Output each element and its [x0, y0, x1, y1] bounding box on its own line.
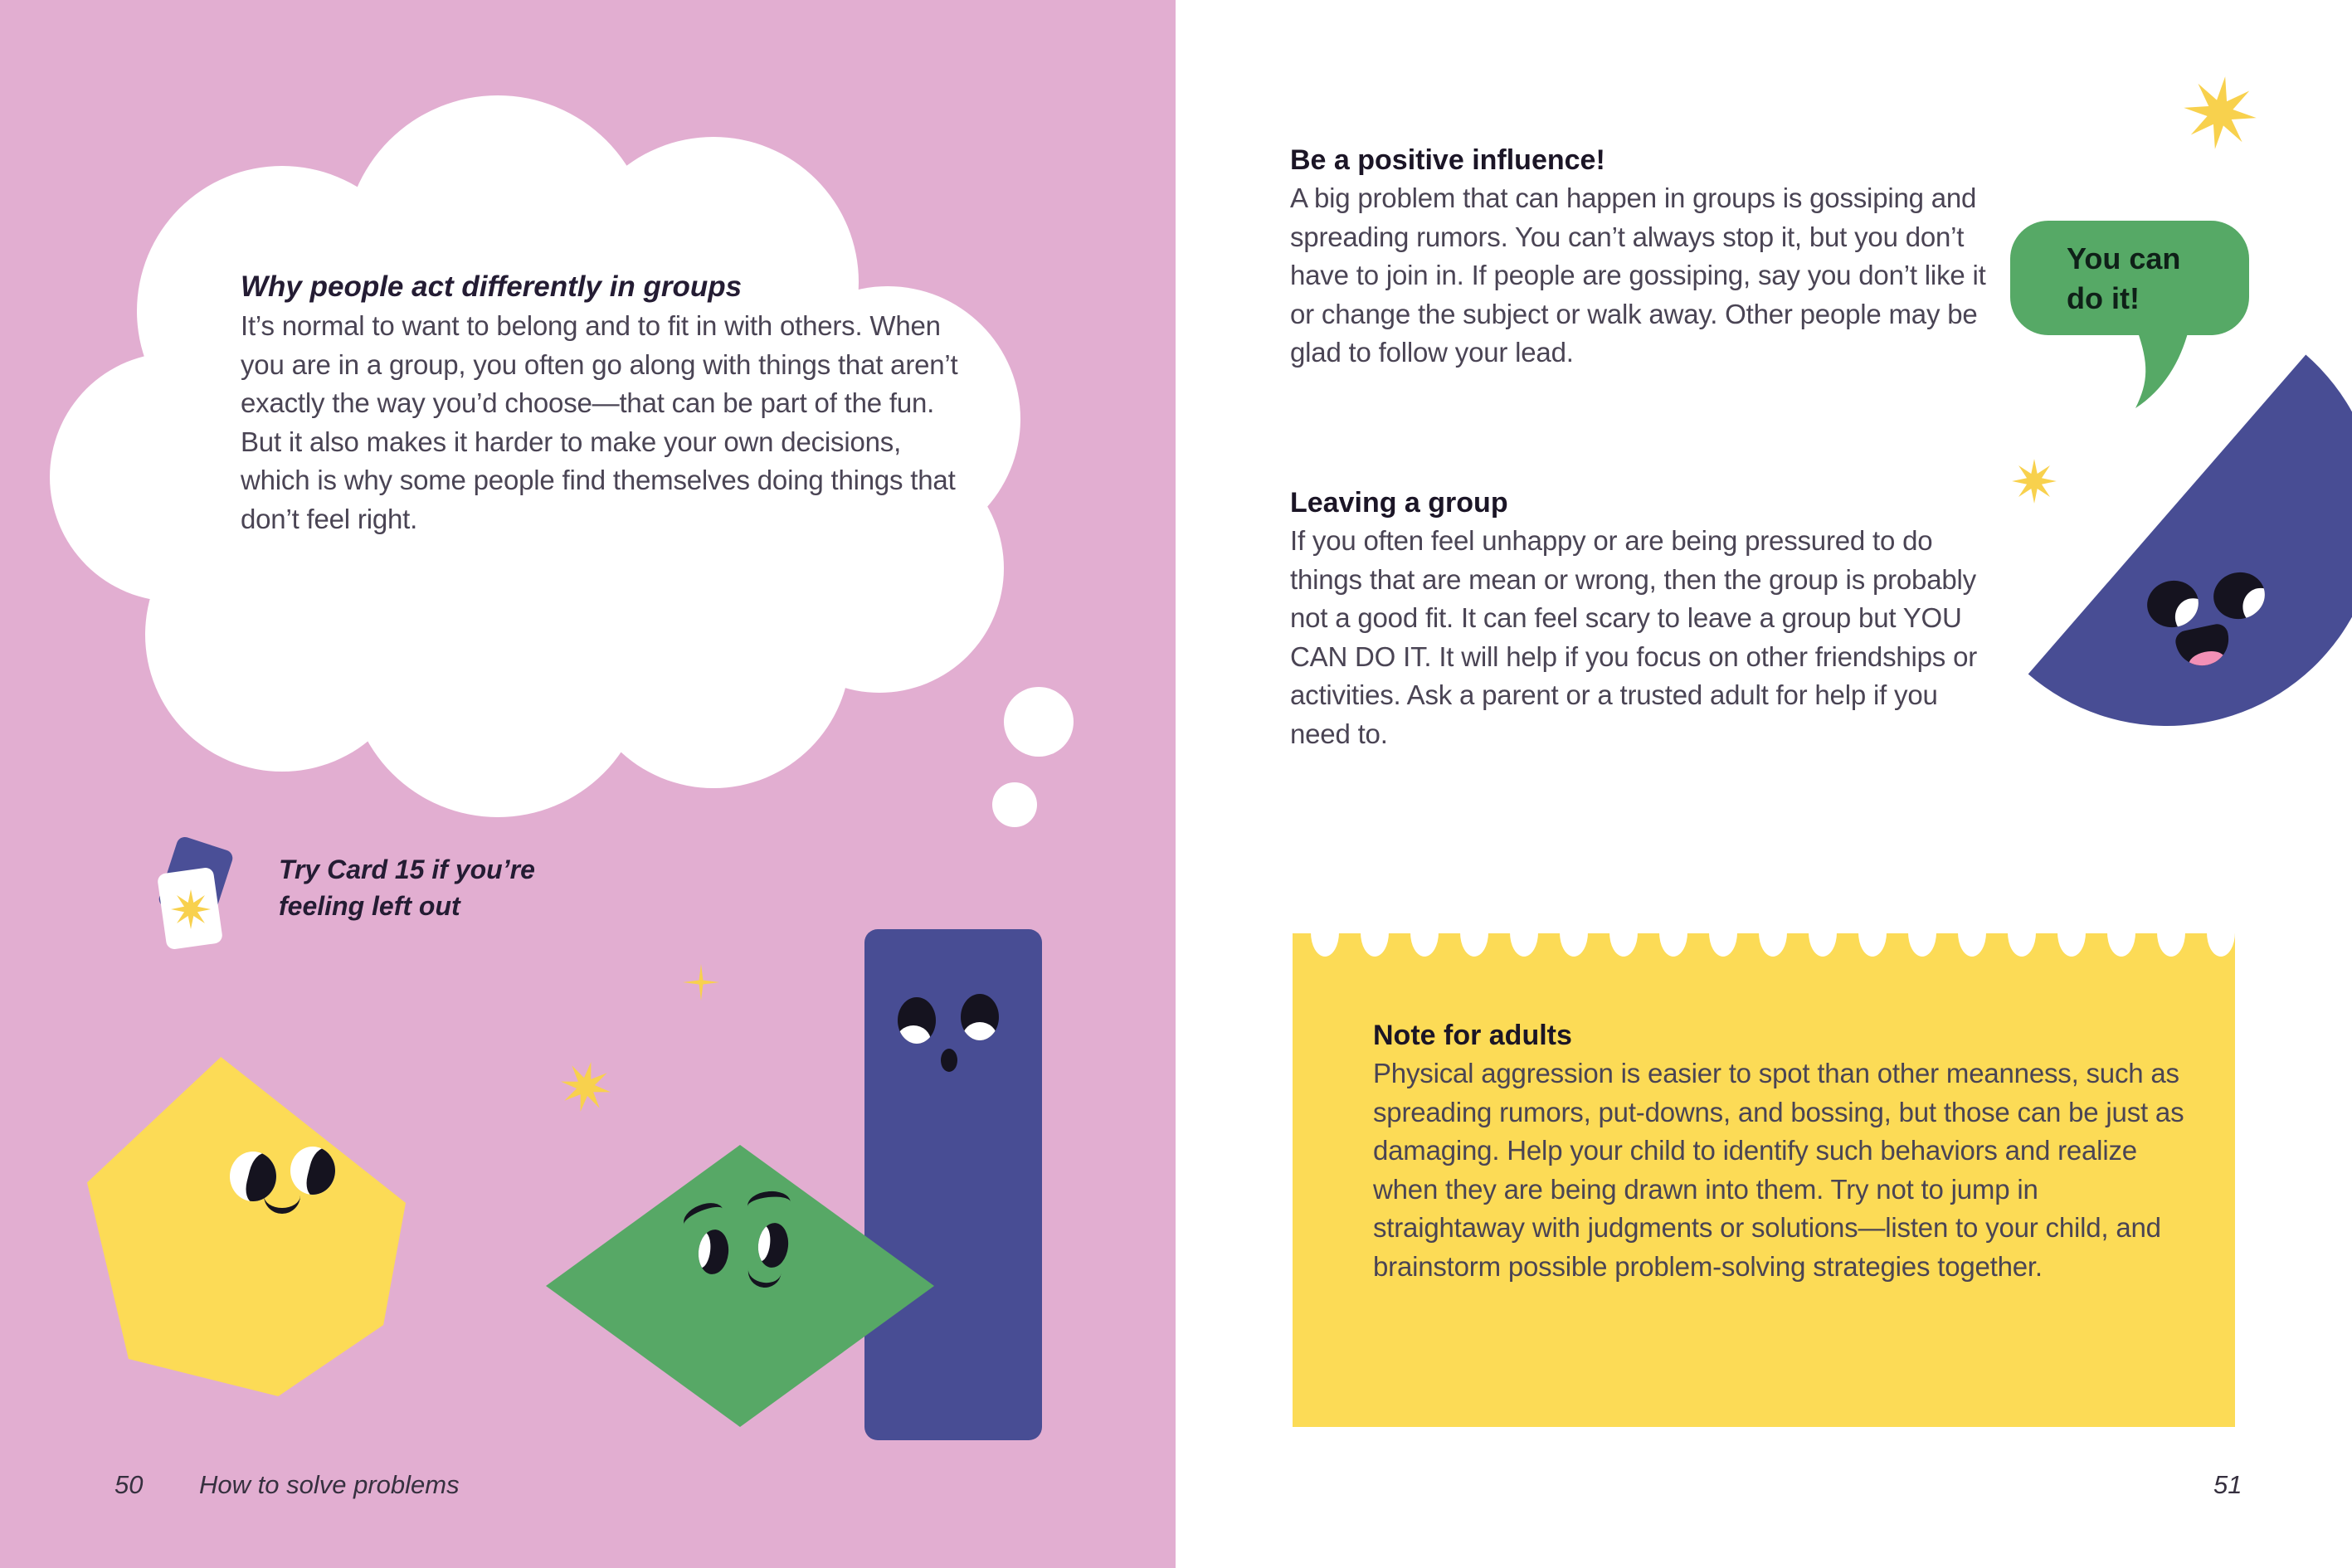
note-perforation-dot	[1908, 908, 1936, 957]
note-heading: Note for adults	[1373, 1020, 1572, 1051]
note-perforation-dot	[1809, 908, 1837, 957]
note-perforation-dot	[1410, 908, 1439, 957]
note-perforation-dot	[1659, 908, 1687, 957]
sparkle-icon	[682, 963, 720, 1001]
note-perforation-dot	[1560, 908, 1588, 957]
speech-bubble	[2010, 221, 2249, 335]
rectangle-character-eye-left	[898, 997, 936, 1044]
page-number-right: 51	[2213, 1470, 2242, 1499]
note-perforation-dot	[1609, 908, 1638, 957]
rectangle-character-mouth	[941, 1049, 957, 1072]
note-perforation-dot	[2107, 908, 2135, 957]
section-positive-influence	[1290, 141, 1991, 373]
cloud-body: It’s normal to want to belong and to fit in with others. When you are in a group, you often go along with things that aren’t exactly the way you’d choose—that can be part of the fun. But it also makes it harder to make your own decisions, which is why some people find themselves doing things that don’t feel right.	[241, 310, 958, 534]
star-icon-mid-right	[2011, 458, 2057, 504]
page-number-left: 50	[114, 1470, 144, 1499]
card-star-icon	[170, 889, 212, 930]
speech-bubble-text: You can do it!	[2067, 241, 2181, 315]
halfcircle-character	[2028, 355, 2352, 813]
star-icon	[559, 1060, 612, 1113]
note-perforation-dot	[1311, 908, 1339, 957]
card-note: Try Card 15 if you’re feeling left out	[279, 855, 535, 921]
section-heading: Leaving a group	[1290, 487, 1508, 519]
note-body: Physical aggression is easier to spot than other meanness, such as spreading rumors, put-downs, and bossing, but those can be just as damaging. Help your child to identify such behaviors and realize when they are being drawn into them. Try not to jump in straightaway with judgments or solutions—listen to your child, and brainstorm possible problem-solving strategies together.	[1373, 1058, 2184, 1282]
section-body: If you often feel unhappy or are being pressured to do things that are mean or wrong, then the group is probably not a good fit. It can feel scary to leave a group but YOU CAN DO IT. It will help if you focus on other friendships or activities. Ask a parent or a trusted adult for help if you need to.	[1290, 525, 1978, 749]
rectangle-character	[864, 929, 1042, 1440]
speech-bubble-tail	[2129, 330, 2199, 411]
rectangle-character-eye-right	[961, 994, 999, 1040]
note-perforation-dot	[2057, 908, 2086, 957]
note-perforation-dot	[2157, 908, 2185, 957]
star-icon-top-right	[2182, 75, 2258, 151]
card-icon	[153, 834, 253, 958]
note-perforation-dot	[2008, 908, 2036, 957]
note-perforation-dot	[1759, 908, 1787, 957]
section-leaving-group	[1290, 484, 1991, 753]
note-perforation-dot	[1858, 908, 1887, 957]
cloud-text-block	[241, 267, 971, 538]
note-perforation-dot	[1361, 908, 1389, 957]
note-perforation-dot	[1958, 908, 1986, 957]
thought-dot-small	[992, 782, 1037, 827]
thought-dot-large	[1004, 687, 1074, 757]
note-perforation-dot	[1510, 908, 1538, 957]
note-perforation-dot	[1460, 908, 1488, 957]
note-perforation-dot	[1709, 908, 1737, 957]
section-body: A big problem that can happen in groups is gossiping and spreading rumors. You can’t always stop it, but you don’t have to join in. If people are gossiping, say you don’t like it or change the subject or walk away. Other people may be glad to follow your lead.	[1290, 183, 1986, 368]
note-perforation-dot	[2207, 908, 2235, 957]
hexagon-character	[87, 1057, 406, 1396]
book-title-footer: How to solve problems	[199, 1470, 460, 1499]
cloud-heading: Why people act differently in groups	[241, 270, 743, 303]
note-for-adults	[1293, 933, 2235, 1427]
section-heading: Be a positive influence!	[1290, 144, 1605, 176]
